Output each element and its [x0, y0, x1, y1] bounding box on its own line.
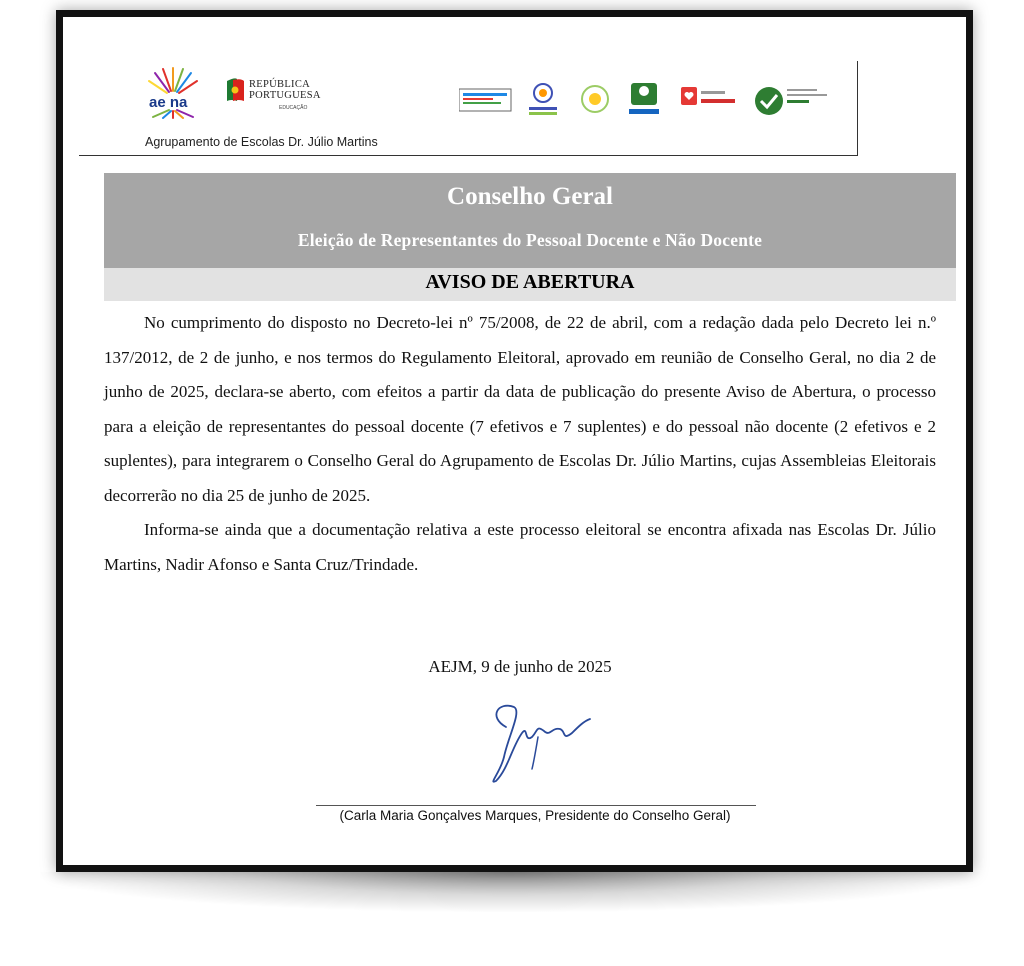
republic-line-1: REPÚBLICA: [249, 79, 311, 90]
body-paragraph-1: No cumprimento do disposto no Decreto-lei nº 75/2008, de 22 de abril, com a redação dada pelo Decreto lei n.º 137/2012, de 2 de junho, e nos termos do Regulamento Eleitoral, aprovado em reunião de Conselho Geral, no dia 2 de junho de 2025, declara-se aberto, com efeitos a partir da data de publicação do presente Aviso de Abertura, o processo para a eleição de representantes do pessoal docente (7 efetivos e 7 suplentes) e do pessoal não docente (2 efetivos e 2 suplentes), para integrarem o Conselho Geral do Agrupamento de Escolas Dr. Júlio Martins, cujas Assembleias Eleitorais decorrerão no dia 25 de junho de 2025.: [104, 313, 936, 505]
body-paragraph-2: Informa-se ainda que a documentação relativa a este processo eleitoral se encontra afixada nas Escolas Dr. Júlio Martins, Nadir Afonso e Santa Cruz/Trindade.: [104, 520, 936, 574]
aena-logo-icon: [143, 67, 223, 119]
notice-body: [104, 306, 936, 582]
republica-portuguesa-logo: [225, 75, 335, 119]
school-name: Agrupamento de Escolas Dr. Júlio Martins: [145, 135, 378, 149]
escola-intercultural-logo-icon: [459, 89, 511, 111]
signatory-name: (Carla Maria Gonçalves Marques, Presidente do Conselho Geral): [339, 808, 731, 823]
page-subtitle: Eleição de Representantes do Pessoal Docente e Não Docente: [297, 230, 763, 250]
round-badge-logo-icon: [582, 86, 608, 112]
notice-band: [104, 268, 956, 301]
date-line: AEJM, 9 de junho de 2025: [428, 657, 612, 676]
etwinning-school-logo-icon: [529, 84, 557, 115]
page-title: Conselho Geral: [447, 183, 613, 210]
title-band: [104, 173, 956, 268]
eqavet-seal-logo-icon: [755, 87, 827, 115]
letterhead: [79, 61, 858, 156]
republic-sub-text: EDUCAÇÃO: [279, 105, 308, 111]
escola-amiga-crianca-logo-icon: [681, 87, 735, 105]
partner-logos: [459, 79, 859, 123]
portugal-flag-icon: [225, 77, 245, 103]
republic-line-2: PORTUGUESA: [249, 90, 321, 101]
aena-logo-text: ae na: [149, 94, 188, 111]
eco-escolas-logo-icon: [629, 83, 659, 114]
signature-line: [316, 805, 756, 806]
page-shadow: [40, 872, 980, 912]
signature-icon: [478, 697, 598, 785]
notice-heading: AVISO DE ABERTURA: [425, 271, 635, 293]
